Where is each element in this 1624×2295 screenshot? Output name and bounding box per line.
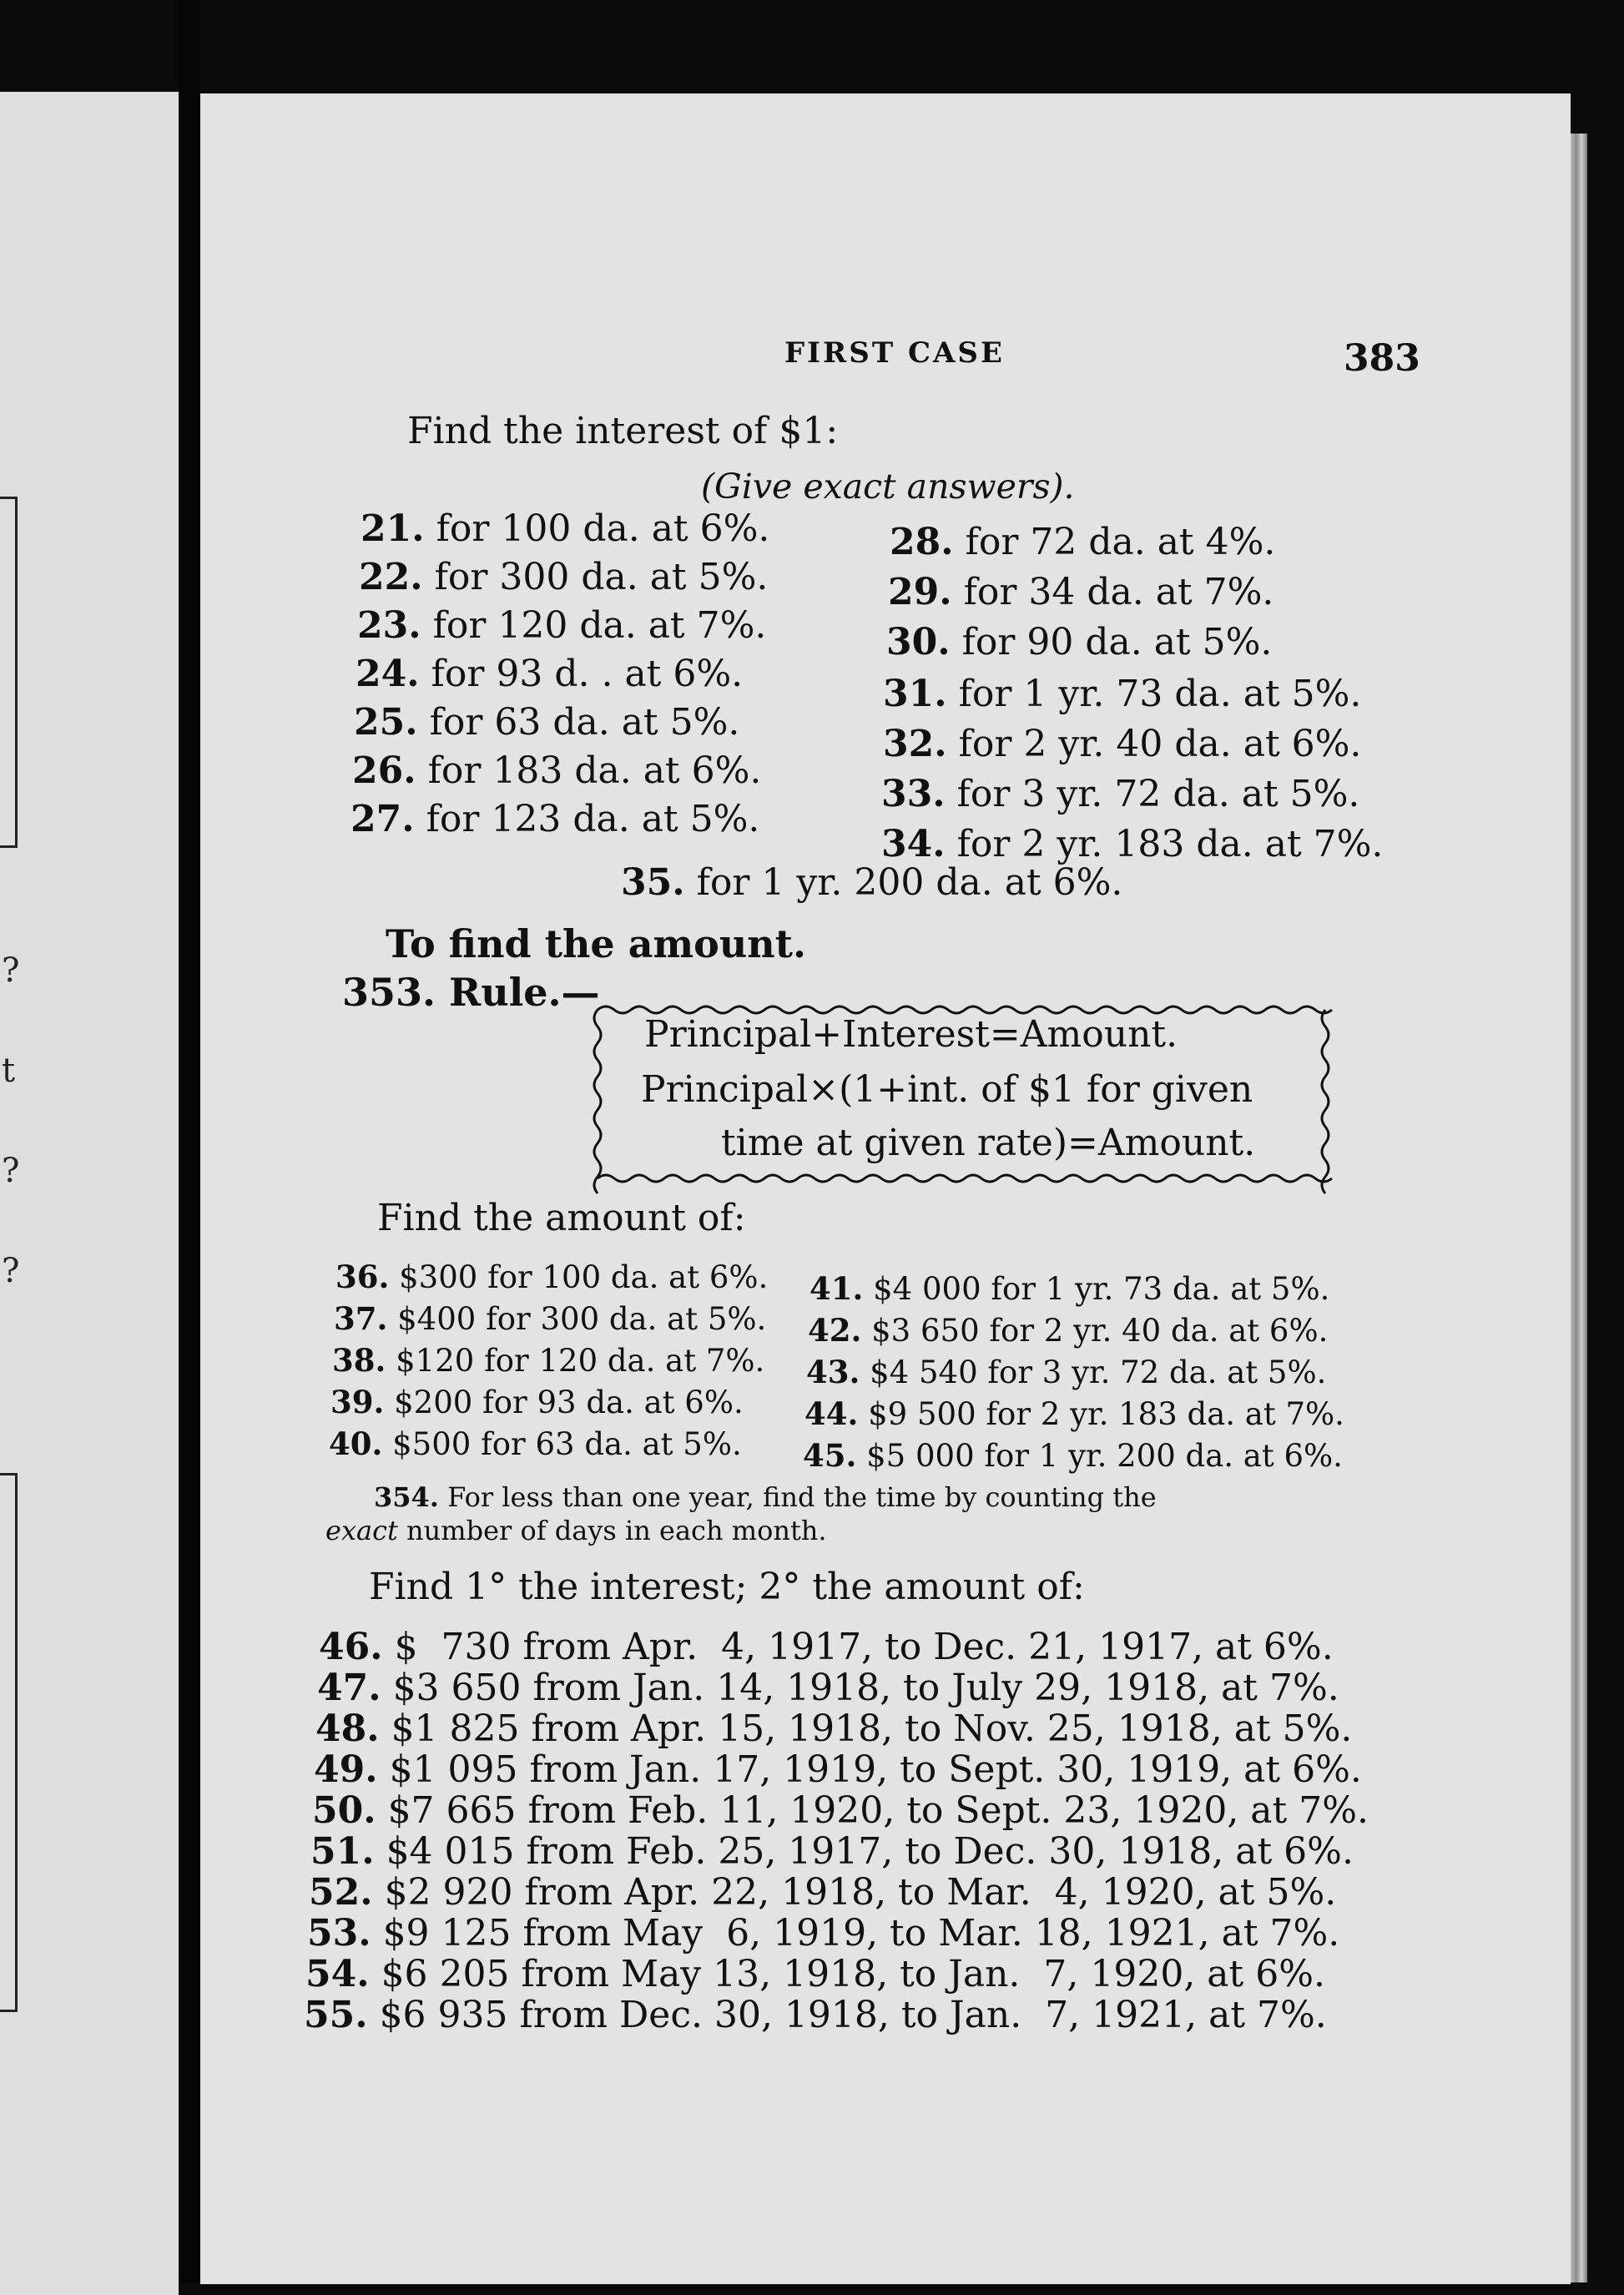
problem-item: 51. $4 015 from Feb. 25, 1917, to Dec. 30, 1918, at 6%. [310, 1830, 1354, 1873]
page-edge [1571, 134, 1587, 2282]
problem-item: 52. $2 920 from Apr. 22, 1918, to Mar. 4, 1920, at 5%. [309, 1871, 1337, 1914]
section-heading: To find the amount. [386, 921, 807, 966]
running-header: FIRST CASE [784, 336, 1005, 370]
problem-item: 54. $6 205 from May 13, 1918, to Jan. 7, 1920, at 6%. [305, 1953, 1325, 1995]
problem-item: 44. $9 500 for 2 yr. 183 da. at 7%. [804, 1395, 1344, 1432]
problem-item: 34. for 2 yr. 183 da. at 7%. [881, 823, 1384, 865]
rule-line: Principal+Interest=Amount. [644, 1013, 1178, 1056]
problem-item: 48. $1 825 from Apr. 15, 1918, to Nov. 25, 1918, at 5%. [315, 1707, 1353, 1750]
problem-item: 27. for 123 da. at 5%. [351, 798, 760, 840]
left-page-mark: ? [2, 951, 20, 990]
left-page-edge [0, 92, 179, 2295]
left-page-mark: ? [2, 1252, 20, 1290]
left-page-box [0, 1473, 18, 2012]
problem-item: 40. $500 for 63 da. at 5%. [329, 1425, 742, 1462]
page-number: 383 [1344, 337, 1420, 380]
problem-item: 35. for 1 yr. 200 da. at 6%. [621, 861, 1123, 904]
left-page-box [0, 497, 18, 848]
rule-label: 353. Rule.— [342, 970, 600, 1015]
problem-item: 38. $120 for 120 da. at 7%. [332, 1342, 765, 1379]
rule-line: Principal×(1+int. of $1 for given [641, 1068, 1253, 1111]
rule-box [586, 991, 1337, 1202]
problem-item: 45. $5 000 for 1 yr. 200 da. at 6%. [803, 1437, 1343, 1474]
note-paragraph: exact number of days in each month. [325, 1515, 827, 1546]
problem-item: 28. for 72 da. at 4%. [890, 521, 1276, 563]
problem-item: 49. $1 095 from Jan. 17, 1919, to Sept. 30, 1919, at 6%. [314, 1748, 1362, 1791]
problem-item: 41. $4 000 for 1 yr. 73 da. at 5%. [809, 1270, 1330, 1307]
problem-item: 46. $ 730 from Apr. 4, 1917, to Dec. 21, 1917, at 6%. [319, 1626, 1334, 1668]
section-intro: Find 1° the interest; 2° the amount of: [369, 1566, 1085, 1608]
problem-item: 32. for 2 yr. 40 da. at 6%. [883, 723, 1362, 765]
book-spine [179, 0, 200, 2282]
problem-item: 26. for 183 da. at 6%. [352, 749, 762, 792]
problem-item: 43. $4 540 for 3 yr. 72 da. at 5%. [806, 1354, 1327, 1390]
note-paragraph: 354. For less than one year, find the time by counting the [374, 1481, 1157, 1513]
problem-item: 29. for 34 da. at 7%. [888, 571, 1274, 613]
section-intro: Find the amount of: [377, 1197, 746, 1239]
problem-item: 22. for 300 da. at 5%. [359, 556, 769, 598]
problem-item: 42. $3 650 for 2 yr. 40 da. at 6%. [808, 1312, 1329, 1349]
problem-item: 24. for 93 d. . at 6%. [356, 653, 744, 695]
instruction-note: (Give exact answers). [701, 467, 1075, 507]
problem-item: 33. for 3 yr. 72 da. at 5%. [881, 773, 1360, 815]
problem-item: 37. $400 for 300 da. at 5%. [334, 1300, 767, 1337]
problem-item: 50. $7 665 from Feb. 11, 1920, to Sept. 23, 1920, at 7%. [312, 1789, 1369, 1832]
problem-item: 53. $9 125 from May 6, 1919, to Mar. 18, 1921, at 7%. [307, 1912, 1340, 1955]
problem-item: 39. $200 for 93 da. at 6%. [330, 1384, 744, 1420]
section-intro: Find the interest of $1: [407, 410, 839, 452]
problem-item: 21. for 100 da. at 6%. [361, 507, 770, 550]
left-page-mark: ? [2, 1152, 20, 1190]
rule-line: time at given rate)=Amount. [721, 1122, 1256, 1164]
problem-item: 55. $6 935 from Dec. 30, 1918, to Jan. 7, 1921, at 7%. [304, 1994, 1327, 2036]
problem-item: 47. $3 650 from Jan. 14, 1918, to July 29, 1918, at 7%. [317, 1667, 1339, 1709]
problem-item: 25. for 63 da. at 5%. [354, 701, 740, 744]
problem-item: 36. $300 for 100 da. at 6%. [335, 1258, 769, 1295]
problem-item: 23. for 120 da. at 7%. [357, 604, 767, 647]
problem-item: 31. for 1 yr. 73 da. at 5%. [883, 673, 1362, 715]
problem-item: 30. for 90 da. at 5%. [886, 621, 1273, 663]
left-page-mark: t [2, 1052, 16, 1090]
